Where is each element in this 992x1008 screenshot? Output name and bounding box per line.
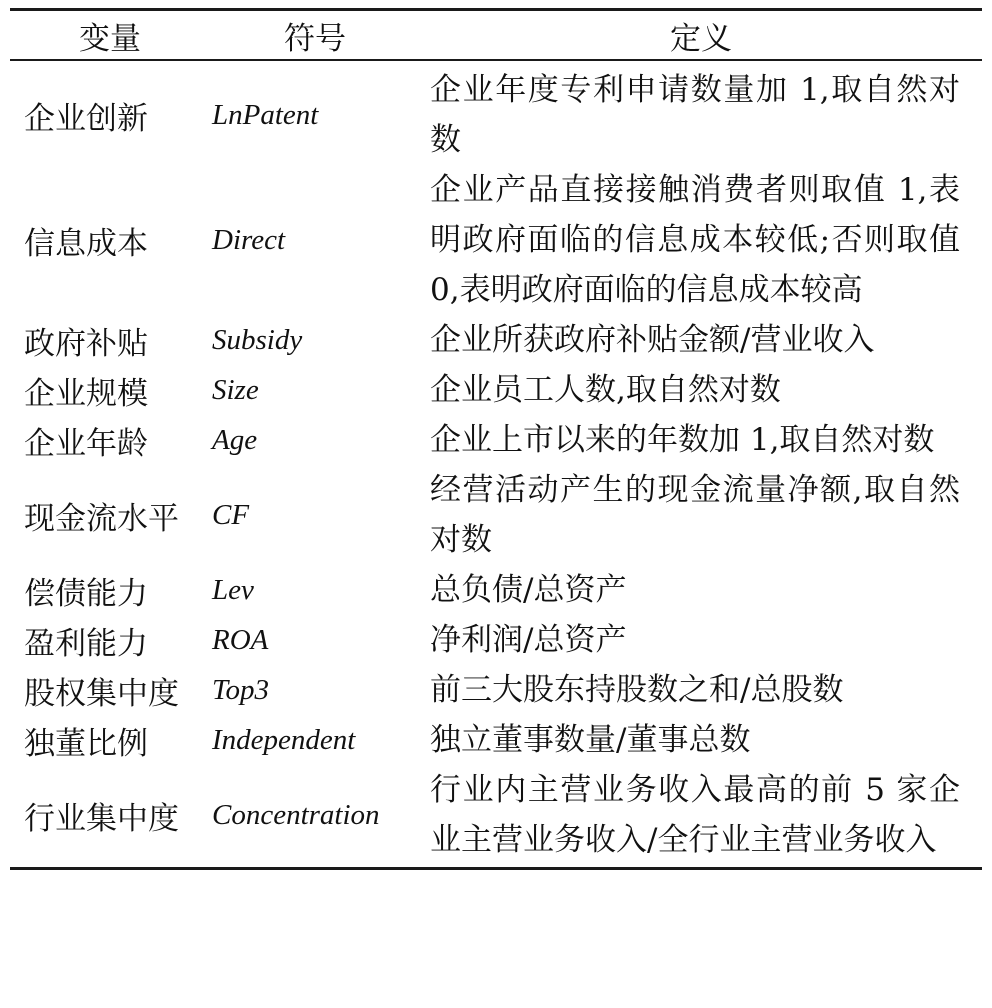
variable-name: 企业规模 [24, 375, 148, 412]
variable-definition: 净利润/总资产 [430, 622, 627, 658]
variable-definition-table [10, 8, 982, 870]
bottom-rule [10, 867, 982, 870]
variable-symbol: Age [212, 423, 258, 456]
variable-name: 企业创新 [24, 100, 148, 137]
table-body [10, 61, 982, 867]
variable-name: 股权集中度 [24, 675, 179, 712]
variable-name: 政府补贴 [24, 325, 148, 362]
variable-symbol: Direct [212, 223, 286, 256]
variable-name: 企业年龄 [24, 425, 148, 462]
variable-definition: 前三大股东持股数之和/总股数 [430, 672, 844, 708]
variable-symbol: Top3 [212, 673, 269, 706]
variable-definition: 企业年度专利申请数量加 1,取自然对数 [430, 72, 960, 158]
header-symbol: 符号 [284, 20, 346, 57]
table-row [10, 65, 982, 165]
variable-symbol: Subsidy [212, 323, 303, 356]
variable-symbol: LnPatent [212, 98, 319, 131]
variable-definition: 独立董事数量/董事总数 [430, 722, 751, 758]
variable-name: 独董比例 [24, 725, 148, 762]
table-row [10, 415, 982, 465]
table-row [10, 715, 982, 765]
variable-symbol: Lev [212, 573, 254, 606]
variable-definition: 总负债/总资产 [430, 572, 627, 608]
variable-symbol: ROA [212, 623, 269, 656]
variable-definition: 企业产品直接接触消费者则取值 1,表明政府面临的信息成本较低;否则取值 0,表明政府面临的信息成本较高 [430, 172, 960, 308]
table-row [10, 665, 982, 715]
variable-definition: 企业上市以来的年数加 1,取自然对数 [430, 422, 935, 458]
table-row [10, 615, 982, 665]
variable-symbol: CF [212, 498, 250, 531]
variable-name: 盈利能力 [24, 625, 148, 662]
variable-definition: 行业内主营业务收入最高的前 5 家企业主营业务收入/全行业主营业务收入 [430, 772, 960, 858]
variable-name: 行业集中度 [24, 800, 179, 837]
table-row [10, 165, 982, 315]
variable-symbol: Concentration [212, 798, 380, 831]
variable-name: 偿债能力 [24, 575, 148, 612]
table-row [10, 765, 982, 865]
table-row [10, 465, 982, 565]
table-header [10, 11, 982, 59]
header-definition: 定义 [670, 20, 732, 57]
header-variable: 变量 [79, 20, 141, 57]
table-row [10, 565, 982, 615]
variable-definition: 经营活动产生的现金流量净额,取自然对数 [430, 472, 960, 558]
variable-symbol: Independent [212, 723, 356, 756]
variable-definition: 企业员工人数,取自然对数 [430, 372, 781, 408]
variable-name: 现金流水平 [24, 500, 179, 537]
variable-symbol: Size [212, 373, 259, 406]
variable-name: 信息成本 [24, 225, 148, 262]
variable-definition: 企业所获政府补贴金额/营业收入 [430, 322, 875, 358]
table-row [10, 365, 982, 415]
table-row [10, 315, 982, 365]
